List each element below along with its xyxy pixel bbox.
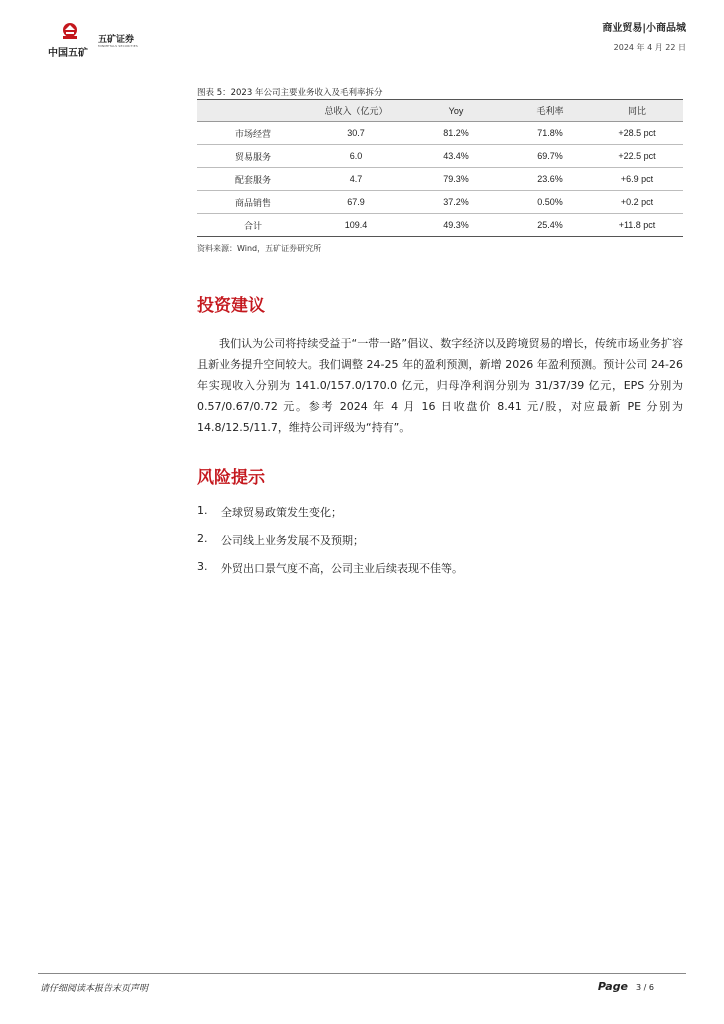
column-header: 毛利率 [509, 100, 591, 122]
list-item-text: 公司线上业务发展不及预期； [221, 534, 364, 547]
investment-section-title: 投资建议 [197, 296, 265, 316]
column-header: 同比 [591, 100, 683, 122]
list-item-number: 3. [197, 560, 208, 573]
column-header: 总收入（亿元） [309, 100, 403, 122]
list-item-text: 全球贸易政策发生变化； [221, 506, 342, 519]
risk-section-title: 风险提示 [197, 468, 265, 488]
list-item [197, 504, 683, 532]
table-cell: 81.2% [443, 128, 469, 138]
figure-caption: 图表 5：2023 年公司主要业务收入及毛利率拆分 [197, 88, 383, 98]
list-item-number: 1. [197, 504, 208, 517]
table-cell: 109.4 [344, 220, 368, 230]
table-cell: 商品销售 [234, 197, 271, 208]
logo-securities-en: MINMETALS SECURITIES [98, 44, 138, 48]
table-cell: +28.5 pct [618, 128, 656, 138]
report-header [602, 19, 686, 53]
industry-company-title: 商业贸易|小商品城 [602, 23, 686, 34]
table-cell: 67.9 [347, 197, 365, 207]
table-cell: 30.7 [347, 128, 365, 138]
table-row [197, 122, 683, 145]
table-cell: 69.7% [537, 151, 563, 161]
table-row [197, 191, 683, 214]
table-cell: 贸易服务 [234, 151, 271, 162]
list-item [197, 560, 683, 588]
column-header: Yoy [403, 100, 509, 122]
table-cell: 79.3% [443, 174, 469, 184]
report-date: 2024 年 4 月 22 日 [613, 43, 686, 52]
list-item-number: 2. [197, 532, 208, 545]
table-cell: +0.2 pct [620, 197, 654, 207]
table-cell: 49.3% [443, 220, 469, 230]
table-row [197, 168, 683, 191]
table-cell: +22.5 pct [618, 151, 656, 161]
table-cell: 4.7 [349, 174, 363, 184]
investment-paragraph [197, 333, 683, 438]
table-cell: 6.0 [349, 151, 363, 161]
table-cell: 23.6% [537, 174, 563, 184]
table-cell: +11.8 pct [618, 220, 656, 230]
footer-disclaimer: 请仔细阅读本报告末页声明 [40, 984, 149, 994]
table-source-note: 资料来源：Wind，五矿证券研究所 [197, 244, 322, 253]
list-item [197, 532, 683, 560]
page-label: Page [597, 980, 629, 993]
table-cell: 合计 [243, 220, 262, 231]
table-cell: 71.8% [537, 128, 563, 138]
table-cell: 37.2% [443, 197, 469, 207]
table-cell: 43.4% [443, 151, 469, 161]
column-header [197, 100, 309, 122]
table-cell: 市场经营 [234, 128, 271, 139]
logo-cn-name: 中国五矿 [48, 48, 88, 59]
table-cell: 25.4% [537, 220, 563, 230]
page-number: 3 / 6 [636, 983, 654, 992]
table-cell: 配套服务 [234, 174, 271, 185]
minmetals-emblem-icon [60, 22, 80, 42]
company-logo [46, 22, 146, 62]
table-row [197, 145, 683, 168]
list-item-text: 外贸出口景气度不高，公司主业后续表现不佳等。 [221, 562, 463, 575]
risk-list [197, 504, 683, 588]
page-indicator [598, 980, 654, 993]
revenue-margin-table [197, 99, 683, 237]
investment-text: 我们认为公司将持续受益于“一带一路”倡议、数字经济以及跨境贸易的增长，传统市场业务扩容且新业务提升空间较大。我们调整 24-25 年的盈利预测，新增 2026 年盈利预测。预计公司 24-26 年实现收入分别为 141.0/157.0/170.0 亿元，归母净利润分别为 31/37/39 亿元，EPS 分别为 0.57/0.67/0.72 元。参考 2024 年 4 月 16 日收盘价 8.41 元/股，对应最新 PE 分别为 14.8/12.5/11.7，维持公司评级为“持有”。 [197, 337, 683, 434]
table-cell: +6.9 pct [620, 174, 654, 184]
footer-divider [38, 973, 686, 974]
table-cell: 0.50% [537, 197, 563, 207]
logo-securities-name: 五矿证券 [98, 35, 135, 45]
table-header-row [197, 100, 683, 122]
table-total-row [197, 214, 683, 237]
